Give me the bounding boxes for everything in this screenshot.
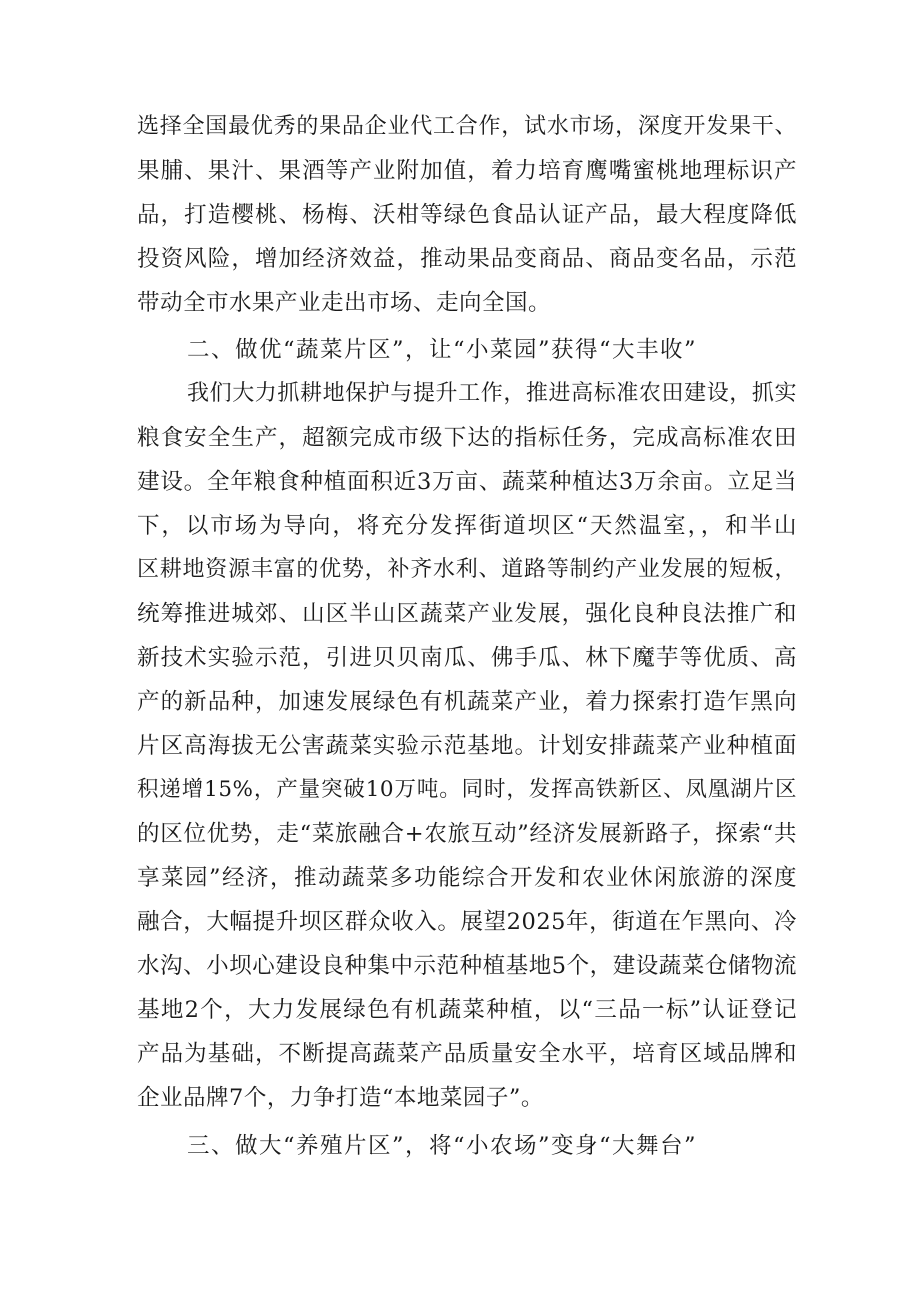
- text-line: 企业品牌7个，力争打造“本地菜园子”。: [137, 1085, 544, 1111]
- text-line: 积递增15%，产量突破10万吨。同时，发挥高铁新区、凤凰湖片区: [137, 777, 797, 802]
- text-line: 下，以市场为导向，将充分发挥街道坝区“天然温室，，和半山: [137, 513, 797, 539]
- text-line: 统筹推进城郊、山区半山区蔬菜产业发展，强化良种良法推广和: [137, 601, 797, 627]
- text-line: 带动全市水果产业走出市场、走向全国。: [137, 290, 552, 316]
- text-line: 新技术实验示范，引进贝贝南瓜、佛手瓜、林下魔芋等优质、高: [137, 645, 797, 671]
- text-line: 水沟、小坝心建设良种集中示范种植基地5个，建设蔬菜仓储物流: [137, 953, 797, 979]
- text-line: 享菜园”经济，推动蔬菜多功能综合开发和农业休闲旅游的深度: [137, 865, 797, 891]
- text-line: 区耕地资源丰富的优势，补齐水利、道路等制约产业发展的短板，: [137, 557, 797, 582]
- text-line: 基地2个，大力发展绿色有机蔬菜种植，以“三品一标”认证登记: [137, 997, 797, 1023]
- text-line: 融合，大幅提升坝区群众收入。展望2025年，街道在乍黑向、冷: [137, 909, 797, 935]
- text-line: 果脯、果汁、果酒等产业附加值，着力培育鹰嘴蜜桃地理标识产: [137, 158, 797, 184]
- text-line: 我们大力抓耕地保护与提升工作，推进高标准农田建设，抓实: [187, 381, 797, 406]
- text-line: 产的新品种，加速发展绿色有机蔬菜产业，着力探索打造乍黑向: [137, 689, 797, 715]
- section-heading-livestock: 三、做大“养殖片区”，将“小农场”变身“大舞台”: [187, 1133, 698, 1159]
- text-line: 品，打造樱桃、杨梅、沃柑等绿色食品认证产品，最大程度降低: [137, 202, 797, 228]
- text-line: 建设。全年粮食种植面积近3万亩、蔬菜种植达3万余亩。立足当: [137, 469, 797, 495]
- text-line: 的区位优势，走“菜旅融合+农旅互动”经济发展新路子，探索“共: [137, 821, 797, 847]
- text-line: 粮食安全生产，超额完成市级下达的指标任务，完成高标准农田: [137, 425, 797, 451]
- section-heading-vegetables: 二、做优“蔬菜片区”，让“小菜园”获得“大丰收”: [187, 337, 698, 363]
- text-line: 投资风险，增加经济效益，推动果品变商品、商品变名品，示范: [137, 246, 797, 272]
- text-line: 产品为基础，不断提高蔬菜产品质量安全水平，培育区域品牌和: [137, 1041, 797, 1067]
- text-line: 选择全国最优秀的果品企业代工合作，试水市场，深度开发果干、: [137, 114, 797, 139]
- text-line: 片区高海拔无公害蔬菜实验示范基地。计划安排蔬菜产业种植面: [137, 733, 797, 759]
